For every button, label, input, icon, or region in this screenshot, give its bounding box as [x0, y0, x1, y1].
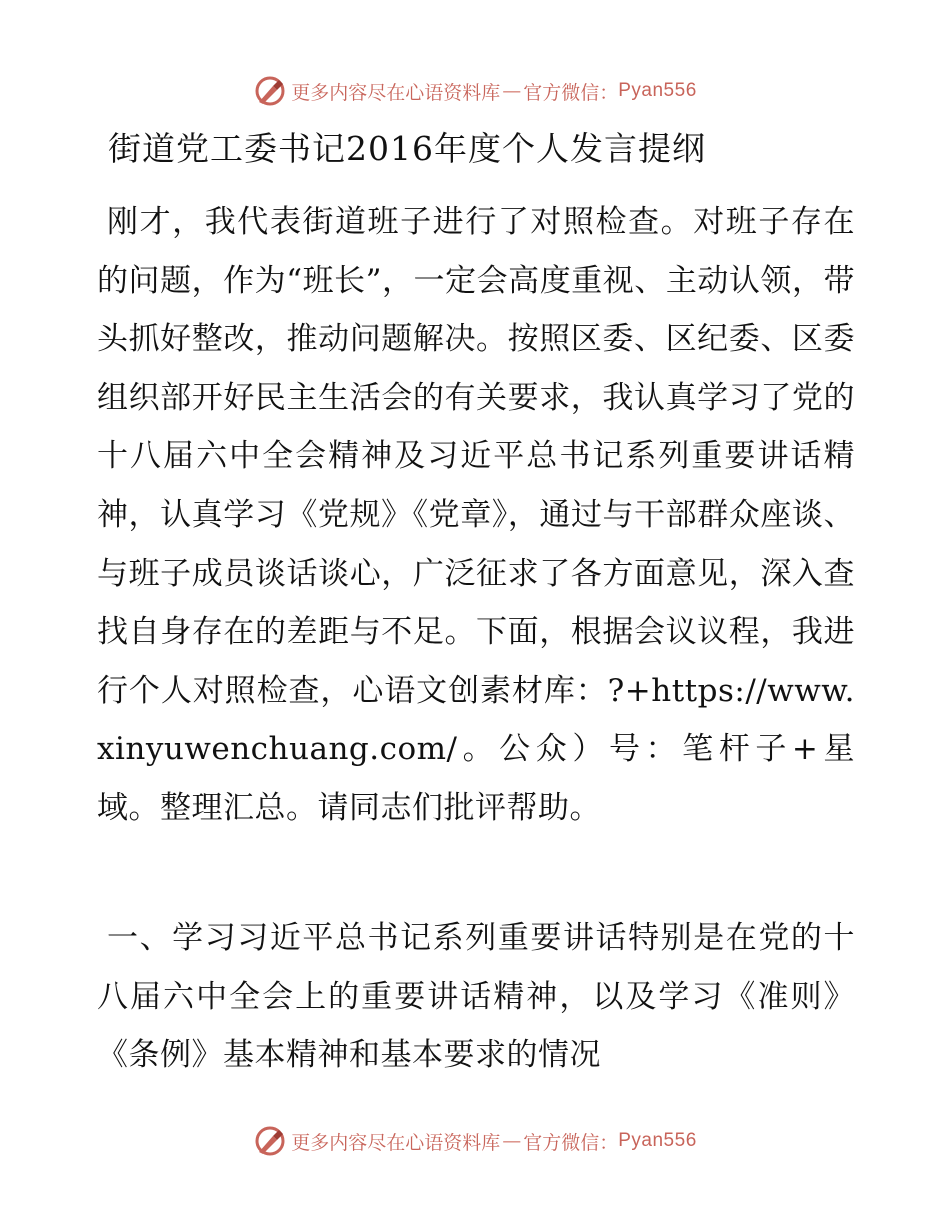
- banner-wechat-id: Pyan556: [618, 80, 697, 101]
- banner-separator: —: [502, 1130, 522, 1152]
- banner-separator: —: [502, 80, 522, 102]
- footer-watermark-banner: [0, 1121, 950, 1161]
- pen-nib-logo-icon: [253, 1124, 287, 1158]
- banner-wechat-label: 官方微信：: [523, 81, 619, 104]
- banner-text: 更多内容尽在心语资料库: [291, 1131, 501, 1154]
- pen-nib-logo-icon: [253, 74, 287, 108]
- banner-text: 更多内容尽在心语资料库: [291, 81, 501, 104]
- document-title: 街道党工委书记2016年度个人发言提纲: [108, 129, 706, 168]
- section-heading-1: 一、学习习近平总书记系列重要讲话特别是在党的十八届六中全会上的重要讲话精神，以及学习《准则》《条例》基本精神和基本要求的情况: [97, 920, 855, 1074]
- header-watermark-banner: [0, 71, 950, 111]
- banner-wechat-id: Pyan556: [618, 1130, 697, 1151]
- banner-wechat-label: 官方微信：: [523, 1131, 619, 1154]
- body-paragraph-1: 刚才，我代表街道班子进行了对照检查。对班子存在的问题，作为“班长”，一定会高度重视、主动认领，带头抓好整改，推动问题解决。按照区委、区纪委、区委组织部开好民主生活会的有关要求，我认真学习了党的十八届六中全会精神及习近平总书记系列重要讲话精神，认真学习《党规》《党章》，通过与干部群众座谈、与班子成员谈话谈心，广泛征求了各方面意见，深入查找自身存在的差距与不足。下面，根据会议议程，我进行个人对照检查，心语文创素材库：?+https://www.xinyuwenchuang.com/。公众）号：笔杆子+星域。整理汇总。请同志们批评帮助。: [97, 204, 855, 826]
